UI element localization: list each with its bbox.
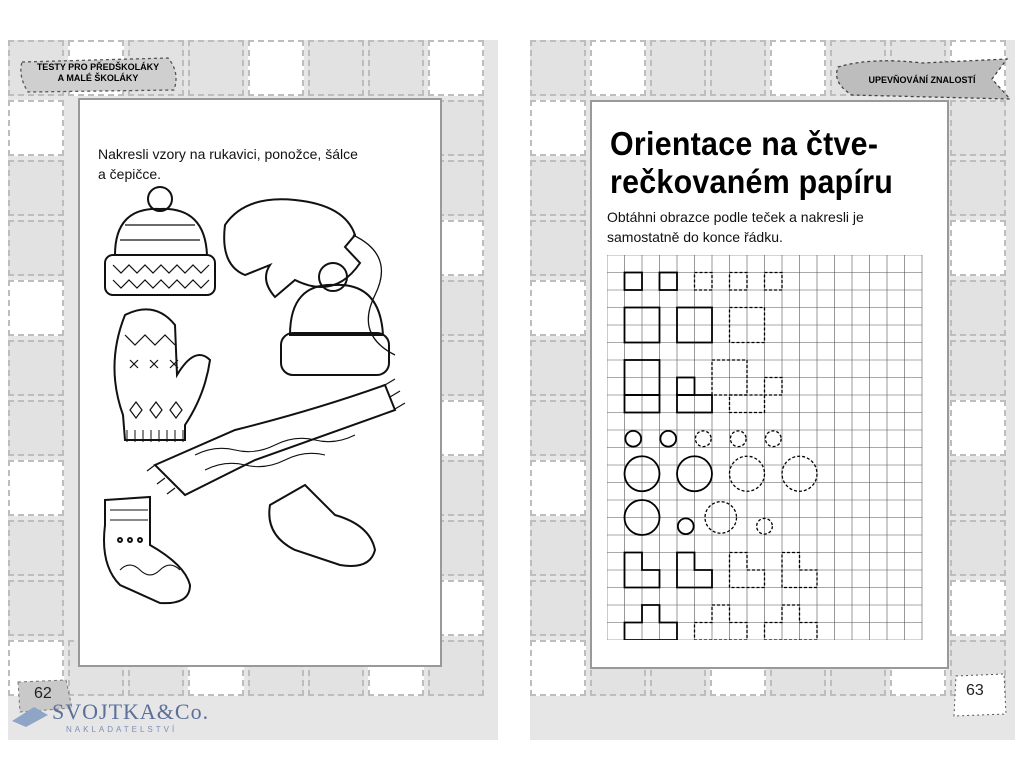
- grid-shape: [678, 518, 694, 534]
- border-cell: [950, 160, 1006, 216]
- grid-shape: [660, 431, 676, 447]
- left-instruction-line-1: Nakresli vzory na rukavici, ponožce, šálce: [98, 146, 358, 162]
- border-cell: [530, 400, 586, 456]
- page-title-line-2: rečkovaném papíru: [610, 163, 894, 200]
- border-cell: [8, 340, 64, 396]
- border-cell: [530, 160, 586, 216]
- right-header-label: UPEVŇOVÁNÍ ZNALOSTÍ: [868, 75, 976, 85]
- border-cell: [950, 340, 1006, 396]
- border-cell: [8, 520, 64, 576]
- grid-shape: [677, 378, 695, 396]
- sock-blank-drawing: [269, 485, 375, 566]
- border-cell: [770, 40, 826, 96]
- right-page-number-badge: [950, 670, 1010, 720]
- border-cell: [530, 640, 586, 696]
- border-cell: [8, 160, 64, 216]
- page-title-line-1: Orientace na čtve-: [610, 125, 879, 162]
- border-cell: [710, 40, 766, 96]
- border-cell: [530, 100, 586, 156]
- border-cell: [188, 40, 244, 96]
- border-cell: [428, 40, 484, 96]
- mitten-blank-drawing: [224, 199, 395, 355]
- border-cell: [8, 220, 64, 276]
- grid-shape: [625, 431, 641, 447]
- hat-with-pattern-drawing: [105, 187, 215, 295]
- border-cell: [8, 460, 64, 516]
- right-header-tag: [832, 55, 1017, 105]
- border-cell: [8, 580, 64, 636]
- border-cell: [530, 520, 586, 576]
- page-title: [610, 125, 941, 201]
- grid-shape: [660, 273, 678, 291]
- border-cell: [8, 280, 64, 336]
- border-cell: [590, 40, 646, 96]
- publisher-logo-mark: [10, 701, 50, 729]
- publisher-logo: [10, 697, 210, 742]
- right-instruction-line-1: Obtáhni obrazce podle teček a nakresli je: [607, 209, 864, 225]
- border-cell: [530, 580, 586, 636]
- border-cell: [530, 280, 586, 336]
- border-cell: [368, 40, 424, 96]
- sock-with-pattern-drawing: [104, 497, 190, 603]
- border-cell: [530, 460, 586, 516]
- left-header-line-1: TESTY PRO PŘEDŠKOLÁKY: [36, 62, 160, 72]
- right-instruction-line-2: samostatně do konce řádku.: [607, 229, 783, 245]
- clothing-drawings: [95, 185, 425, 615]
- publisher-name: SVOJTKA&Co.: [52, 699, 210, 724]
- right-instruction: [607, 207, 937, 247]
- grid-shape: [730, 273, 748, 291]
- border-cell: [950, 100, 1006, 156]
- grid-shape: [730, 431, 746, 447]
- grid-shape: [695, 431, 711, 447]
- border-cell: [950, 220, 1006, 276]
- right-page-number: 63: [966, 682, 984, 699]
- border-cell: [650, 40, 706, 96]
- left-instruction-line-2: a čepičce.: [98, 166, 162, 182]
- grid-shape: [765, 273, 783, 291]
- border-cell: [308, 40, 364, 96]
- hat-blank-drawing: [281, 263, 389, 375]
- grid-shape: [765, 431, 781, 447]
- border-cell: [950, 280, 1006, 336]
- border-cell: [530, 40, 586, 96]
- border-cell: [950, 400, 1006, 456]
- border-cell: [530, 220, 586, 276]
- left-instruction: [98, 144, 408, 184]
- left-header-tag: [18, 52, 183, 96]
- border-cell: [8, 100, 64, 156]
- grid-shape: [765, 378, 783, 396]
- border-cell: [950, 520, 1006, 576]
- border-cell: [950, 460, 1006, 516]
- publisher-sub: NAKLADATELSTVÍ: [66, 725, 178, 734]
- left-header-line-2: A MALÉ ŠKOLÁKY: [57, 73, 139, 83]
- grid-shape: [625, 273, 643, 291]
- mitten-with-pattern-drawing: [114, 309, 210, 442]
- left-page-number: 62: [34, 685, 52, 702]
- border-cell: [8, 400, 64, 456]
- square-grid: [607, 255, 925, 640]
- border-cell: [248, 40, 304, 96]
- border-cell: [950, 580, 1006, 636]
- grid-shape: [695, 273, 713, 291]
- border-cell: [530, 340, 586, 396]
